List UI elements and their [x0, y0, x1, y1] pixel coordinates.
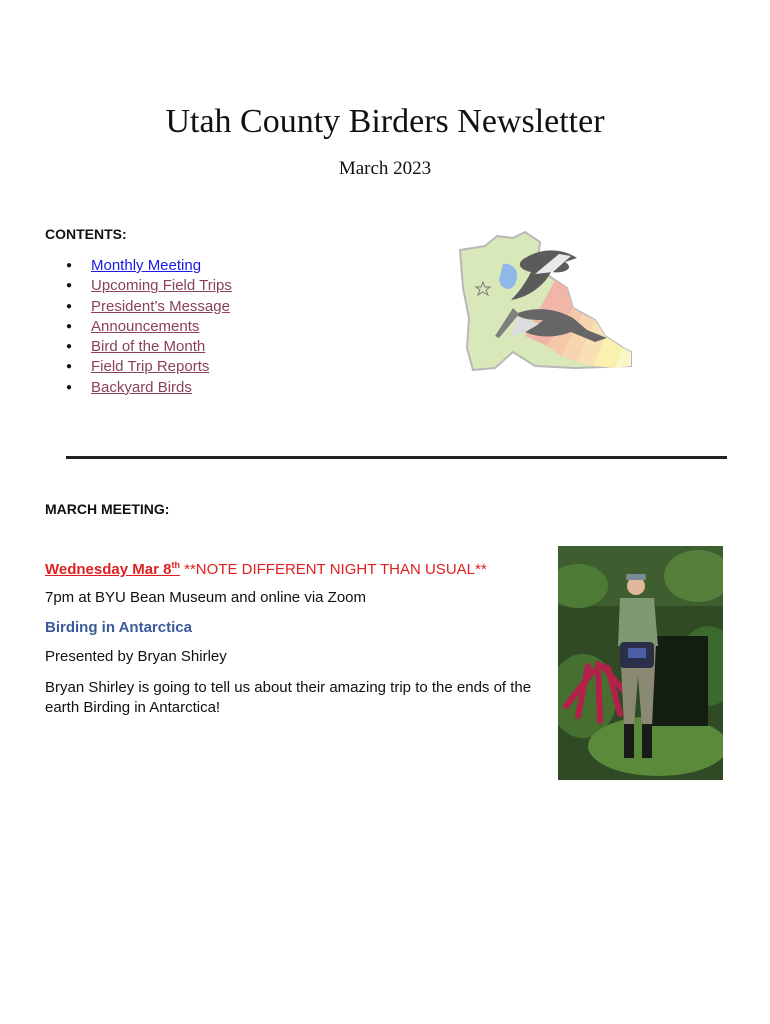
talk-title: Birding in Antarctica	[45, 619, 192, 636]
meeting-location: 7pm at BYU Bean Museum and online via Zoom	[45, 589, 366, 606]
link-backyard-birds[interactable]: Backyard Birds	[91, 378, 192, 396]
bullet-icon: ●	[66, 300, 73, 312]
contents-list	[66, 256, 232, 398]
bullet-icon: ●	[66, 361, 73, 373]
bullet-icon: ●	[66, 260, 73, 271]
bullet-icon: ●	[66, 280, 73, 292]
contents-item-field-trip-reports	[66, 357, 232, 377]
newsletter-title: Utah County Birders Newsletter	[165, 103, 605, 140]
contents-item-announcements	[66, 317, 232, 337]
talk-description: Bryan Shirley is going to tell us about their amazing trip to the ends of the earth Birding in Antarctica!	[45, 679, 532, 716]
presenter-photo	[558, 546, 723, 780]
contents-heading: CONTENTS:	[45, 226, 127, 242]
contents-item-field-trips	[66, 276, 232, 296]
link-monthly-meeting[interactable]: Monthly Meeting	[91, 257, 202, 274]
contents-item-presidents-message	[66, 297, 232, 317]
link-presidents-message[interactable]: President’s Message	[91, 297, 230, 315]
contents-item-backyard-birds	[66, 378, 232, 398]
bullet-icon: ●	[66, 320, 73, 332]
meeting-date-line	[45, 560, 487, 578]
contents-item-bird-of-month	[66, 337, 232, 357]
link-field-trip-reports[interactable]: Field Trip Reports	[91, 358, 210, 376]
section-divider	[66, 456, 727, 459]
meeting-heading: MARCH MEETING:	[45, 501, 170, 517]
bullet-icon: ●	[66, 341, 73, 353]
bullet-icon: ●	[66, 381, 73, 393]
presenter: Presented by Bryan Shirley	[45, 648, 227, 665]
contents-item-monthly-meeting	[66, 256, 232, 276]
utah-county-birders-logo	[455, 228, 637, 374]
link-bird-of-the-month[interactable]: Bird of the Month	[91, 338, 206, 356]
link-announcements[interactable]: Announcements	[91, 317, 200, 335]
meeting-date: Wednesday Mar 8th	[45, 560, 180, 578]
link-upcoming-field-trips[interactable]: Upcoming Field Trips	[91, 277, 232, 295]
newsletter-date: March 2023	[338, 158, 432, 179]
meeting-note: **NOTE DIFFERENT NIGHT THAN USUAL**	[179, 561, 487, 578]
